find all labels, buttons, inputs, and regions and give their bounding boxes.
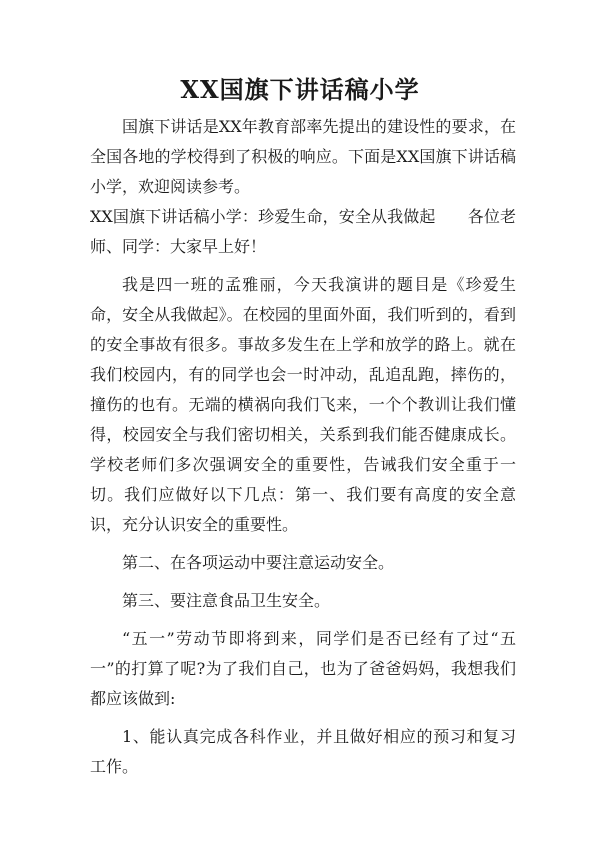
document-body [90,112,516,782]
intro-paragraph: 国旗下讲话是XX年教育部率先提出的建设性的要求，在全国各地的学校得到了积极的响应。下面是XX国旗下讲话稿小学，欢迎阅读参考。 [90,117,516,196]
document-title: XX国旗下讲话稿小学 [180,75,420,104]
may-day-paragraph: “五一”劳动节即将到来，同学们是否已经有了过“五一”的打算了呢?为了我们自己，也为了爸爸妈妈，我想我们都应该做到: [90,629,516,708]
speech-heading-paragraph: XX国旗下讲话稿小学：珍爱生命，安全从我做起 各位老师、同学：大家早上好！ [90,207,516,256]
speech-body-paragraph: 我是四一班的孟雅丽，今天我演讲的题目是《珍爱生命，安全从我做起》。在校园的里面外面，我们听到的，看到的安全事故有很多。事故多发生在上学和放学的路上。就在我们校园内，有的同学也会一时冲动，乱追乱跑，摔伤的，撞伤的也有。无端的横祸向我们飞来，一个个教训让我们懂得，校园安全与我们密切相关，关系到我们能否健康成长。学校老师们多次强调安全的重要性，告诫我们安全重于一切。我们应做好以下几点：第一、我们要有高度的安全意识，充分认识安全的重要性。 [90,275,516,534]
point-two-paragraph: 第二、在各项运动中要注意运动安全。 [122,553,395,572]
task-one-paragraph: 1、能认真完成各科作业，并且做好相应的预习和复习工作。 [90,727,516,776]
point-three-paragraph: 第三、要注意食品卫生安全。 [122,591,331,610]
